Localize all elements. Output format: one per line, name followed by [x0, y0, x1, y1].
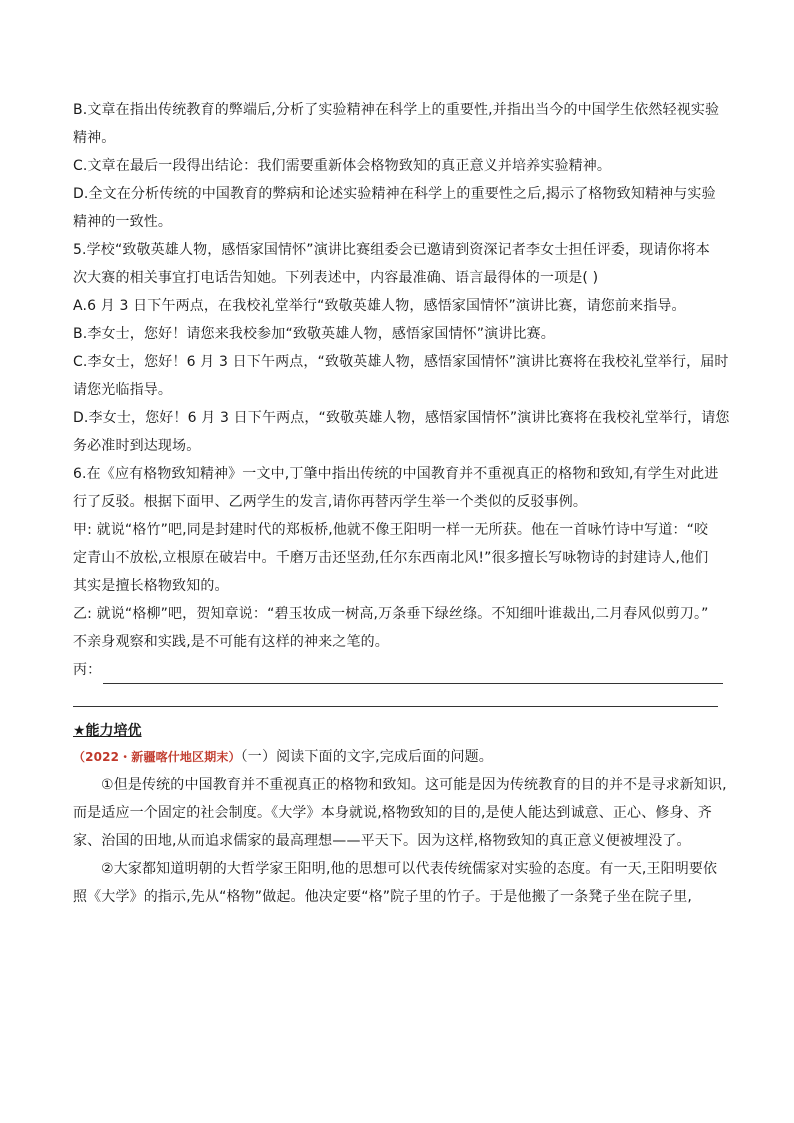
paragraph-1-line2: 而是适应一个固定的社会制度。《大学》本身就说,格物致知的目的,是使人能达到诚意、正心、修身、齐 — [73, 805, 712, 821]
q5-option-d-line1: D.李女士，您好！6 月 3 日下午两点，“致敬英雄人物，感悟家国情怀”演讲比赛将在我校礼堂举行，请您 — [73, 410, 730, 426]
q5-option-c-line2: 请您光临指导。 — [73, 382, 173, 398]
option-d-line2: 精神的一致性。 — [73, 214, 173, 230]
q5-option-d-line2: 务必准时到达现场。 — [73, 438, 201, 454]
source-tag: （2022・新疆喀什地区期末） — [73, 750, 241, 764]
section-title: ★能力培优 — [73, 723, 142, 739]
option-d-line1: D.全文在分析传统的中国教育的弊病和论述实验精神在科学上的重要性之后,揭示了格物致知精神与实验 — [73, 186, 716, 202]
question-5-line2: 次大赛的相关事宜打电话告知她。下列表述中，内容最准确、语言最得体的一项是( ) — [73, 270, 599, 286]
option-b-line2: 精神。 — [73, 130, 116, 146]
paragraph-1-line1: ①但是传统的中国教育并不重视真正的格物和致知。这可能是因为传统教育的目的并不是寻求新知识, — [101, 777, 727, 793]
question-6-line1: 6.在《应有格物致知精神》一文中,丁肇中指出传统的中国教育并不重视真正的格物和致知,有学生对此进 — [73, 466, 719, 482]
document-page — [73, 96, 730, 911]
paragraph-2-line1: ②大家都知道明朝的大哲学家王阳明,他的思想可以代表传统儒家对实验的态度。有一天,王阳明要依 — [101, 861, 718, 877]
option-c: C.文章在最后一段得出结论：我们需要重新体会格物致知的真正意义并培养实验精神。 — [73, 158, 612, 174]
answer-blank-line-1[interactable] — [103, 663, 723, 684]
student-bing-row — [73, 656, 723, 684]
student-yi-line2: 不亲身观察和实践,是不可能有这样的神来之笔的。 — [73, 634, 389, 650]
q5-option-b: B.李女士，您好！请您来我校参加“致敬英雄人物，感悟家国情怀”演讲比赛。 — [73, 326, 555, 342]
answer-blank-line-2[interactable] — [73, 692, 718, 707]
option-b-line1: B.文章在指出传统教育的弊端后,分析了实验精神在科学上的重要性,并指出当今的中国学生依然轻视实验 — [73, 102, 720, 118]
student-yi-line1: 乙: 就说“格柳”吧，贺知章说：“碧玉妆成一树高,万条垂下绿丝绦。不知细叶谁裁出,二月春风似剪刀。” — [73, 606, 709, 622]
student-jia-line1: 甲: 就说“格竹”吧,同是封建时代的郑板桥,他就不像王阳明一样一无所获。他在一首咏竹诗中写道：“咬 — [73, 522, 709, 538]
q5-option-c-line1: C.李女士，您好！6 月 3 日下午两点，“致敬英雄人物，感悟家国情怀”演讲比赛将在我校礼堂举行，届时 — [73, 354, 729, 370]
student-jia-line3: 其实是擅长格物致知的。 — [73, 578, 229, 594]
question-5-line1: 5.学校“致敬英雄人物，感悟家国情怀”演讲比赛组委会已邀请到资深记者李女士担任评委，现请你将本 — [73, 242, 710, 258]
question-6-line2: 行了反驳。根据下面甲、乙两学生的发言,请你再替丙学生举一个类似的反驳事例。 — [73, 494, 587, 510]
section-intro-row — [73, 743, 723, 771]
paragraph-2-line2: 照《大学》的指示,先从“格物”做起。他决定要“格”院子里的竹子。于是他搬了一条凳子坐在院子里, — [73, 889, 692, 905]
paragraph-1-line3: 家、治国的田地,从而追求儒家的最高理想——平天下。因为这样,格物致知的真正意义便被埋没了。 — [73, 833, 691, 849]
q5-option-a: A.6 月 3 日下午两点，在我校礼堂举行“致敬英雄人物，感悟家国情怀”演讲比赛，请您前来指导。 — [73, 298, 686, 314]
section-intro: （一）阅读下面的文字,完成后面的问题。 — [240, 749, 493, 765]
student-jia-line2: 定青山不放松,立根原在破岩中。千磨万击还坚劲,任尔东西南北风!”很多擅长写咏物诗的封建诗人,他们 — [73, 550, 709, 566]
student-bing-label: 丙： — [73, 662, 102, 678]
